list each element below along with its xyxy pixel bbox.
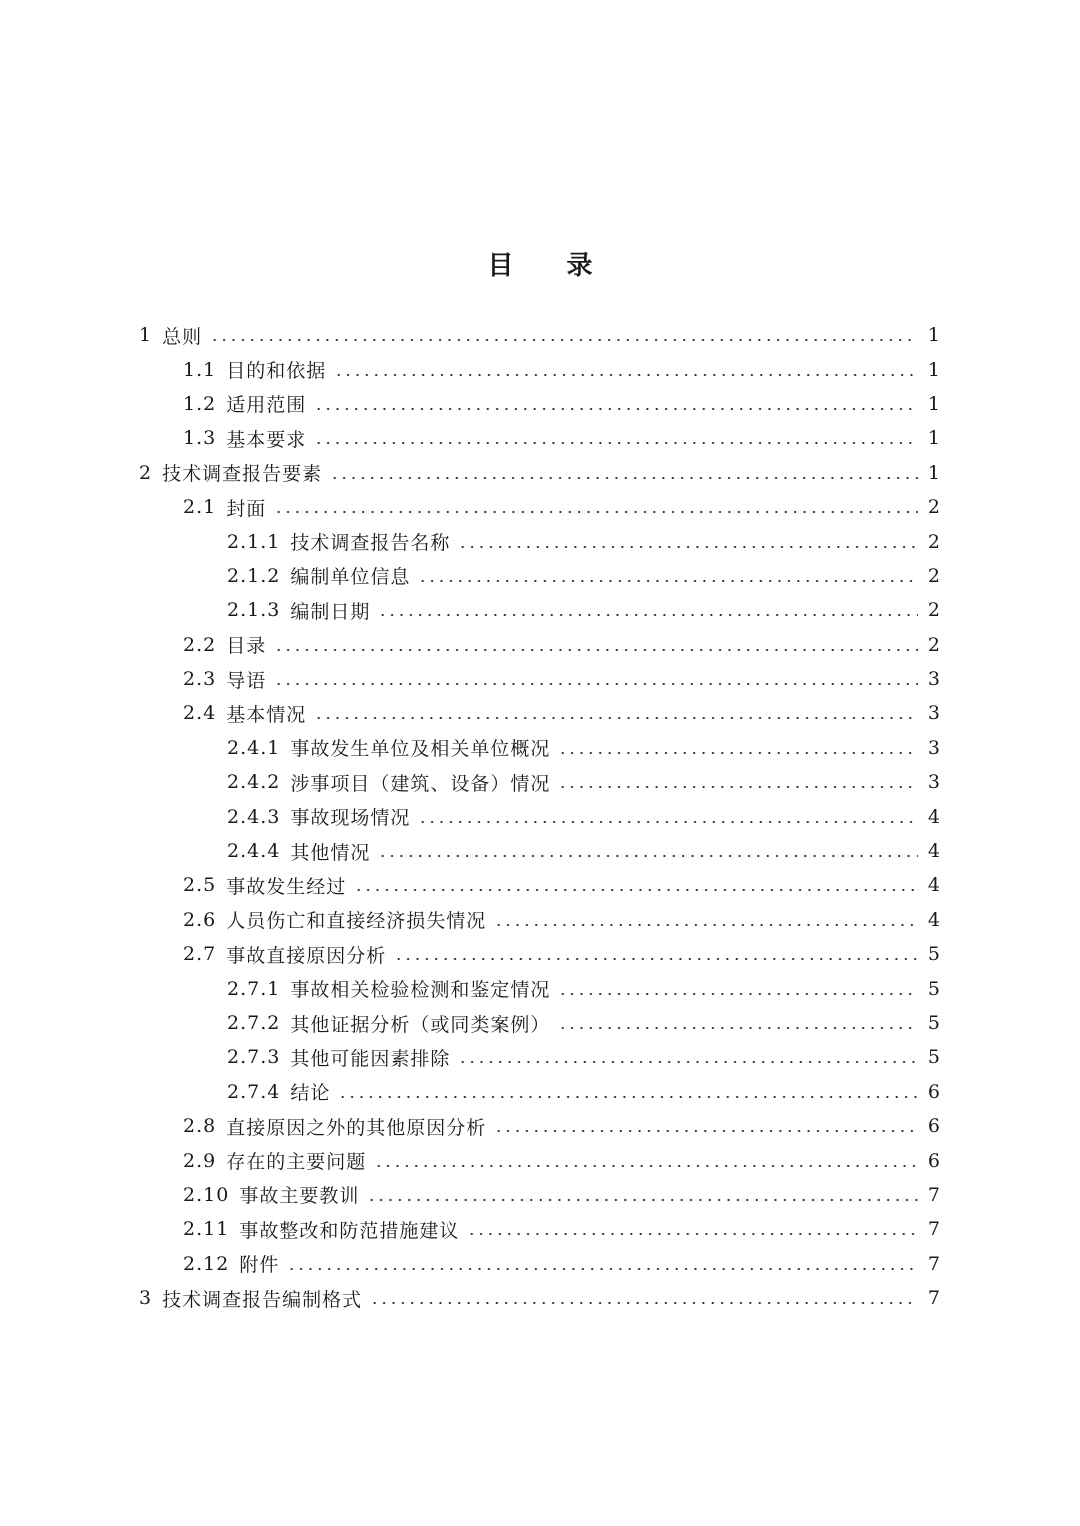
toc-entry-label: 直接原因之外的其他原因分析 [226, 1116, 487, 1139]
toc-entry-label: 其他情况 [290, 841, 371, 864]
toc-entry[interactable] [0, 387, 1080, 421]
toc-entry-label: 其他可能因素排除 [290, 1047, 451, 1070]
toc-entry-page-number: 1 [927, 461, 940, 484]
toc-entry[interactable] [0, 971, 1080, 1005]
toc-entry-page-number: 2 [927, 564, 940, 587]
toc-entry-page-number: 4 [927, 908, 940, 931]
toc-entry-number: 3 [139, 1287, 153, 1310]
toc-entry-label: 技术调查报告编制格式 [162, 1288, 363, 1311]
toc-dot-leader [378, 614, 918, 616]
toc-entry-page-number: 5 [927, 1046, 940, 1069]
toc-entry-number: 1 [139, 324, 153, 347]
toc-entry-page-number: 5 [927, 943, 940, 966]
toc-entry[interactable] [0, 1143, 1080, 1177]
toc-dot-leader [558, 993, 918, 995]
toc-entry-number: 1.1 [183, 358, 217, 381]
toc-entry-label: 结论 [290, 1082, 331, 1105]
toc-entry-page-number: 7 [927, 1287, 940, 1310]
toc-entry-page-number: 5 [927, 1012, 940, 1034]
toc-dot-leader [494, 1130, 918, 1132]
toc-entry[interactable] [0, 524, 1080, 558]
toc-dot-leader [370, 1302, 918, 1304]
toc-entry[interactable] [0, 1040, 1080, 1074]
toc-entry[interactable] [0, 696, 1080, 730]
toc-dot-leader [458, 1061, 918, 1063]
toc-dot-leader [287, 1268, 918, 1270]
toc-entry[interactable] [0, 868, 1080, 902]
table-of-contents [0, 318, 1080, 1315]
toc-entry-label: 事故发生经过 [226, 875, 347, 898]
toc-entry-number: 2.7.1 [227, 977, 281, 1000]
toc-entry-page-number: 3 [927, 702, 940, 725]
toc-entry-page-number: 4 [927, 840, 940, 863]
toc-entry-number: 2.8 [183, 1115, 217, 1138]
toc-dot-leader [418, 821, 918, 823]
toc-entry-number: 2.5 [183, 874, 217, 897]
toc-entry-page-number: 7 [927, 1252, 940, 1275]
toc-entry-page-number: 2 [927, 496, 940, 519]
toc-entry-label: 事故主要教训 [239, 1185, 360, 1208]
toc-entry-page-number: 6 [927, 1115, 940, 1138]
toc-entry-number: 1.2 [183, 392, 217, 415]
toc-entry-page-number: 2 [927, 599, 940, 622]
toc-entry[interactable] [0, 456, 1080, 490]
toc-entry-page-number: 5 [927, 977, 940, 1000]
page-title: 目 录 [487, 251, 615, 281]
toc-dot-leader [558, 1027, 918, 1029]
toc-dot-leader [367, 1199, 918, 1201]
toc-dot-leader [334, 374, 918, 376]
toc-entry[interactable] [0, 1281, 1080, 1315]
toc-dot-leader [558, 786, 918, 788]
toc-entry-number: 2.4.1 [227, 736, 281, 759]
toc-entry-label: 人员伤亡和直接经济损失情况 [226, 910, 487, 933]
toc-entry[interactable] [0, 490, 1080, 524]
toc-dot-leader [274, 649, 918, 651]
toc-entry[interactable] [0, 421, 1080, 455]
toc-dot-leader [494, 924, 918, 926]
toc-entry[interactable] [0, 731, 1080, 765]
toc-entry[interactable] [0, 662, 1080, 696]
toc-dot-leader [338, 1096, 918, 1098]
toc-entry-label: 适用范围 [226, 394, 307, 417]
toc-entry[interactable] [0, 1109, 1080, 1143]
toc-dot-leader [274, 511, 918, 513]
toc-entry-label: 技术调查报告要素 [162, 463, 323, 486]
toc-entry-number: 2.7.2 [227, 1012, 281, 1034]
toc-entry-label: 事故现场情况 [290, 807, 411, 830]
toc-entry[interactable] [0, 593, 1080, 627]
toc-entry-number: 2.3 [183, 668, 217, 691]
toc-entry-label: 总则 [162, 325, 203, 348]
toc-entry-label: 涉事项目（建筑、设备）情况 [290, 772, 551, 795]
toc-entry-label: 目的和依据 [226, 360, 327, 383]
toc-entry-label: 编制单位信息 [290, 566, 411, 589]
toc-dot-leader [374, 1165, 918, 1167]
toc-entry-label: 事故整改和防范措施建议 [239, 1219, 460, 1242]
toc-entry-label: 事故直接原因分析 [226, 944, 387, 967]
toc-entry-number: 2.1.1 [227, 530, 281, 553]
toc-entry-page-number: 6 [927, 1080, 940, 1103]
toc-entry[interactable] [0, 559, 1080, 593]
toc-entry-number: 2.4.3 [227, 805, 281, 828]
toc-entry-number: 2 [139, 461, 153, 484]
toc-entry-number: 2.7.3 [227, 1046, 281, 1069]
toc-entry-number: 2.7.4 [227, 1080, 281, 1103]
toc-entry-page-number: 3 [927, 668, 940, 691]
toc-entry-number: 2.10 [183, 1183, 230, 1206]
toc-entry[interactable] [0, 1247, 1080, 1281]
toc-entry-page-number: 1 [927, 358, 940, 381]
toc-entry-label: 存在的主要问题 [226, 1151, 367, 1174]
toc-entry-label: 其他证据分析（或同类案例） [290, 1013, 551, 1036]
toc-dot-leader [210, 339, 918, 341]
toc-entry-page-number: 6 [927, 1149, 940, 1172]
toc-dot-leader [274, 683, 918, 685]
toc-entry-page-number: 7 [927, 1218, 940, 1241]
toc-dot-leader [314, 717, 918, 719]
toc-entry-label: 封面 [226, 497, 267, 520]
toc-entry-page-number: 7 [927, 1183, 940, 1206]
toc-entry-number: 2.1 [183, 496, 217, 519]
toc-dot-leader [418, 580, 918, 582]
toc-entry-page-number: 1 [927, 324, 940, 347]
toc-entry-label: 目录 [226, 635, 267, 658]
toc-entry-number: 2.11 [183, 1218, 230, 1241]
toc-entry-number: 2.4.4 [227, 840, 281, 863]
toc-entry-label: 技术调查报告名称 [290, 532, 451, 555]
toc-dot-leader [458, 546, 918, 548]
toc-dot-leader [330, 477, 918, 479]
toc-entry-page-number: 1 [927, 427, 940, 450]
toc-entry-number: 1.3 [183, 427, 217, 450]
toc-entry[interactable] [0, 352, 1080, 386]
toc-dot-leader [314, 408, 918, 410]
toc-entry[interactable] [0, 903, 1080, 937]
toc-dot-leader [558, 752, 918, 754]
toc-entry-number: 2.6 [183, 908, 217, 931]
toc-entry-number: 2.2 [183, 633, 217, 656]
toc-entry[interactable] [0, 1178, 1080, 1212]
toc-entry[interactable] [0, 1212, 1080, 1246]
toc-entry[interactable] [0, 628, 1080, 662]
toc-entry[interactable] [0, 799, 1080, 833]
toc-entry-label: 基本情况 [226, 703, 307, 726]
toc-entry[interactable] [0, 1075, 1080, 1109]
toc-entry[interactable] [0, 765, 1080, 799]
toc-entry-number: 2.9 [183, 1149, 217, 1172]
toc-entry-number: 2.1.3 [227, 599, 281, 622]
toc-entry-page-number: 4 [927, 805, 940, 828]
toc-dot-leader [394, 958, 918, 960]
toc-entry[interactable] [0, 834, 1080, 868]
toc-entry-label: 编制日期 [290, 600, 371, 623]
toc-entry-number: 2.1.2 [227, 564, 281, 587]
toc-entry-page-number: 3 [927, 771, 940, 794]
toc-dot-leader [314, 442, 918, 444]
toc-entry-label: 附件 [239, 1254, 280, 1277]
toc-entry-page-number: 1 [927, 392, 940, 415]
toc-entry-page-number: 3 [927, 736, 940, 759]
toc-entry-number: 2.4.2 [227, 771, 281, 794]
toc-entry-page-number: 2 [927, 530, 940, 553]
toc-entry-label: 事故相关检验检测和鉴定情况 [290, 979, 551, 1002]
toc-dot-leader [378, 855, 918, 857]
toc-entry-page-number: 4 [927, 874, 940, 897]
toc-entry-number: 2.4 [183, 702, 217, 725]
toc-dot-leader [467, 1233, 918, 1235]
toc-entry-label: 事故发生单位及相关单位概况 [290, 738, 551, 761]
toc-entry-number: 2.12 [183, 1252, 230, 1275]
toc-entry-label: 导语 [226, 669, 267, 692]
toc-dot-leader [354, 889, 918, 891]
toc-entry[interactable] [0, 318, 1080, 352]
toc-entry[interactable] [0, 1006, 1080, 1040]
toc-entry-number: 2.7 [183, 943, 217, 966]
toc-entry-page-number: 2 [927, 633, 940, 656]
toc-entry[interactable] [0, 937, 1080, 971]
toc-entry-label: 基本要求 [226, 428, 307, 451]
